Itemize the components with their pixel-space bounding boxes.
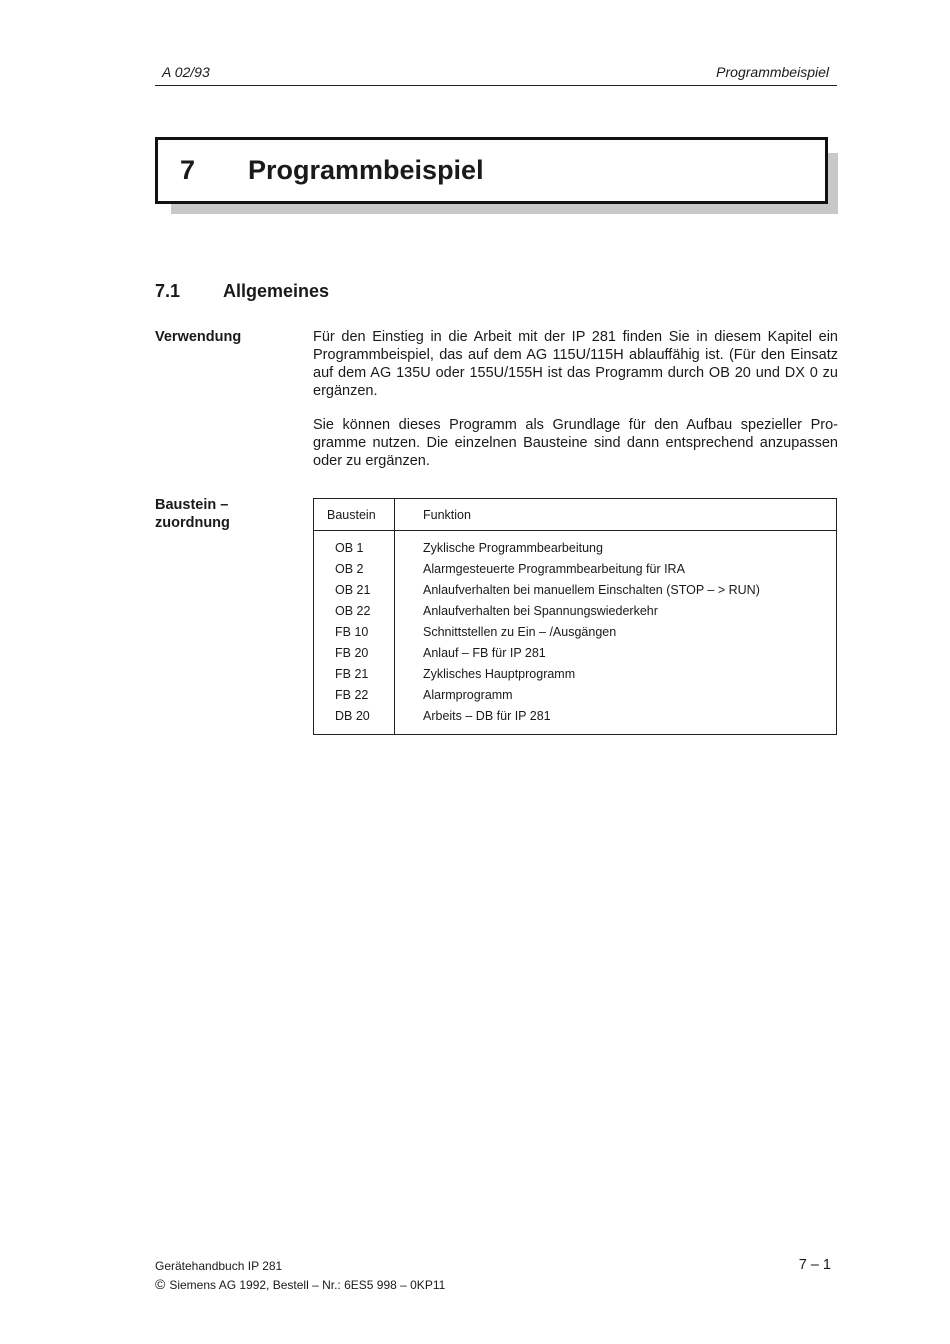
block-table	[313, 498, 837, 735]
table-cell-funktion: Arbeits – DB für IP 281	[423, 709, 551, 723]
table-cell-baustein: DB 20	[335, 709, 370, 723]
side-label-zuordnung-line2: zuordnung	[155, 515, 230, 531]
table-cell-baustein: FB 20	[335, 646, 369, 660]
table-row	[314, 541, 836, 562]
footer-order-number: Siemens AG 1992, Bestell – Nr.: 6ES5 998 – 0KP11	[169, 1278, 446, 1292]
side-label-zuordnung-line1: Baustein –	[155, 497, 229, 513]
table-cell-funktion: Alarmprogramm	[423, 688, 513, 702]
header-left: A 02/93	[162, 64, 210, 80]
table-cell-baustein: FB 21	[335, 667, 369, 681]
table-cell-baustein: OB 2	[335, 562, 364, 576]
page-number: 7 – 1	[798, 1257, 831, 1273]
chapter-title-box	[155, 137, 828, 204]
table-cell-baustein: FB 10	[335, 625, 369, 639]
footer-manual-title: Gerätehandbuch IP 281	[155, 1259, 283, 1273]
table-cell-funktion: Schnittstellen zu Ein – /Ausgängen	[423, 625, 617, 639]
section-number: 7.1	[155, 281, 181, 301]
paragraph-verwendung-1: Für den Einstieg in die Arbeit mit der IP 281 finden Sie in diesem Kapitel ein Programmbeispiel, das auf dem AG 115U/115H ablauffähig ist. (Für den Einsatz auf dem AG 135U oder 155U/155H ist das Programm durch OB 20 und DX 0 zu ergänzen.	[313, 329, 838, 399]
table-cell-funktion: Zyklische Programmbearbeitung	[423, 541, 603, 555]
table-cell-baustein: FB 22	[335, 688, 369, 702]
side-label-verwendung: Verwendung	[155, 329, 242, 345]
table-cell-funktion: Anlaufverhalten bei Spannungswiederkehr	[423, 604, 658, 618]
chapter-number: 7	[180, 155, 196, 185]
table-row	[314, 709, 836, 730]
table-header-divider	[314, 530, 836, 531]
table-row	[314, 688, 836, 709]
table-cell-funktion: Zyklisches Hauptprogramm	[423, 667, 576, 681]
table-row	[314, 667, 836, 688]
copyright-icon: ©	[155, 1276, 166, 1292]
table-cell-baustein: OB 1	[335, 541, 364, 555]
side-label-zuordnung	[155, 496, 230, 532]
footer-left	[155, 1257, 445, 1294]
table-cell-funktion: Anlaufverhalten bei manuellem Einschalten (STOP – > RUN)	[423, 583, 760, 597]
header-rule	[155, 85, 837, 86]
table-row	[314, 562, 836, 583]
table-cell-funktion: Alarmgesteuerte Programmbearbeitung für IRA	[423, 562, 685, 576]
table-row	[314, 625, 836, 646]
table-row	[314, 604, 836, 625]
section-title: Allgemeines	[223, 281, 330, 301]
table-header-funktion: Funktion	[423, 508, 471, 522]
footer-copyright	[155, 1275, 445, 1294]
paragraph-verwendung-2: Sie können dieses Programm als Grundlage für den Aufbau spezieller Programme nutzen. Die einzelnen Bausteine sind dann entsprechend anzupassen oder zu ergänzen.	[313, 417, 838, 469]
table-header-baustein: Baustein	[327, 508, 376, 522]
table-row	[314, 583, 836, 604]
table-row	[314, 646, 836, 667]
table-cell-baustein: OB 22	[335, 604, 371, 618]
table-cell-funktion: Anlauf – FB für IP 281	[423, 646, 546, 660]
chapter-title: Programmbeispiel	[248, 155, 484, 185]
table-cell-baustein: OB 21	[335, 583, 371, 597]
header-right: Programmbeispiel	[716, 64, 829, 80]
